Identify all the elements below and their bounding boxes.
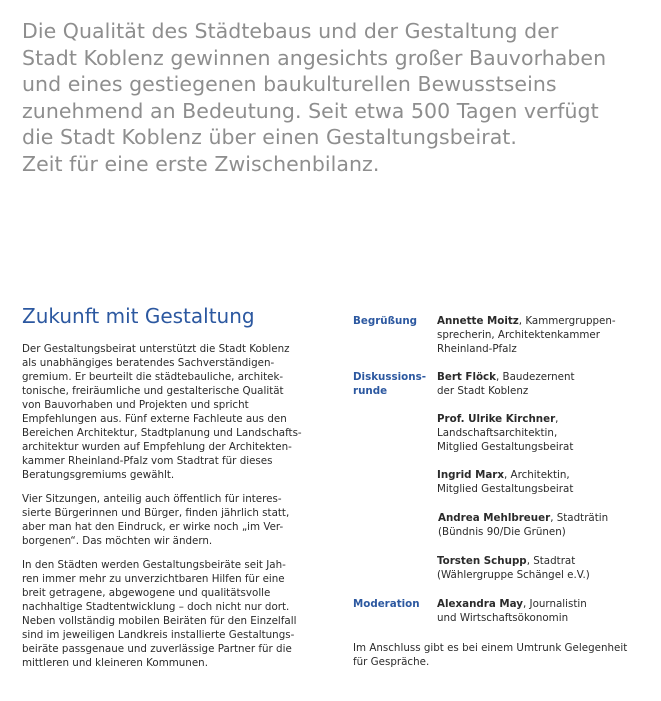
intro-line: die Stadt Koblenz über einen Gestaltungsbeirat. [22,125,517,149]
body-text [22,342,322,680]
paragraph [22,342,322,482]
speaker-role: , Stadträtin [550,512,609,524]
program-entry-may [437,597,587,625]
intro-line: Die Qualität des Städtebaus und der Gestaltung der [22,19,559,43]
speaker-role-line: sprecherin, Architektenkammer [437,329,600,341]
text-line: Empfehlungen aus. Fünf externe Fachleute aus den [22,413,287,425]
speaker-role-line: Mitglied Gestaltungsbeirat [437,441,574,453]
text-line: breit getragene, abgewogene und qualitätsvolle [22,587,271,599]
text-line: von Bauvorhaben und Projekten und spricht [22,399,249,411]
speaker-name: Andrea Mehlbreuer [438,512,551,524]
entry-first-line [438,511,608,525]
closing-note [353,641,653,669]
program-entry-schupp [437,554,590,582]
speaker-name: Bert Flöck [437,371,497,383]
intro-line: und eines gestiegenen baukulturellen Bewusstseins [22,72,557,96]
speaker-role: , Architektin, [504,469,570,481]
speaker-name: Prof. Ulrike Kirchner [437,413,556,425]
speaker-name: Ingrid Marx [437,469,505,481]
speaker-role-line: Landschaftsarchitektin, [437,427,558,439]
speaker-role: , Journalistin [522,598,587,610]
entry-first-line [437,468,573,482]
text-line: kammer Rheinland-Pfalz vom Stadtrat für dieses [22,455,273,467]
entry-first-line [437,597,587,611]
program-label: runde [353,385,388,397]
text-line: ren immer mehr zu unverzichtbaren Hilfen für eine [22,573,285,585]
speaker-role-line: und Wirtschaftsökonomin [437,612,569,624]
speaker-name: Alexandra May [437,598,523,610]
section-title: Zukunft mit Gestaltung [22,304,255,328]
speaker-role-line: Mitglied Gestaltungsbeirat [437,483,574,495]
speaker-role-line: (Bündnis 90/Die Grünen) [438,526,566,538]
speaker-role: , Stadtrat [526,555,576,567]
entry-first-line [437,554,590,568]
text-line: aber man hat den Eindruck, er wirke noch „im Ver- [22,521,284,533]
text-line: beiräte passgenaue und zuverlässige Partner für die [22,643,292,655]
intro-line: Stadt Koblenz gewinnen angesichts großer Bauvorhaben [22,45,607,70]
program-label: Diskussions- [353,371,426,383]
program-label: Begrüßung [353,315,418,327]
speaker-role-line: (Wählergruppe Schängel e.V.) [437,569,590,581]
text-line: architektur wurden auf Empfehlung der Architekten- [22,441,292,453]
speaker-role: , [555,413,559,425]
text-line: In den Städten werden Gestaltungsbeiräte seit Jah- [22,559,286,571]
program-label-begruessung [353,314,417,328]
intro-line: Zeit für eine erste Zwischenbilanz. [22,151,380,176]
entry-first-line [437,370,575,384]
program-entry-kirchner [437,412,573,454]
text-line: Bereichen Architektur, Stadtplanung und Landschafts- [22,427,302,439]
program-label: Moderation [353,598,420,610]
entry-first-line [437,314,616,328]
text-line: nachhaltige Stadtentwicklung – doch nicht nur dort. [22,601,290,613]
speaker-role: , Baudezernent [496,371,575,383]
paragraph [22,558,322,670]
program-entry-floeck [437,370,575,398]
paragraph [22,492,322,548]
program-label-diskussion [353,370,426,398]
text-line: sind im jeweiligen Landkreis installierte Gestaltungs- [22,629,295,641]
text-line: Beratungsgremiums gewählt. [22,469,175,481]
speaker-role: , Kammergruppen- [518,315,616,327]
speaker-role-line: der Stadt Koblenz [437,385,529,397]
text-line: als unabhängiges beratendes Sachverständigen- [22,357,275,369]
program-label-moderation [353,597,420,611]
intro-line: zunehmend an Bedeutung. Seit etwa 500 Tagen verfügt [22,98,599,123]
text-line: tonische, freiräumliche und gestalterische Qualität [22,385,284,397]
text-line: gremium. Er beurteilt die städtebauliche, architek- [22,371,284,383]
speaker-role-line: Rheinland-Pfalz [437,343,517,355]
speaker-name: Annette Moitz [437,315,519,327]
text-line: Im Anschluss gibt es bei einem Umtrunk Gelegenheit [353,642,628,654]
text-line: borgenen“. Das möchten wir ändern. [22,535,213,547]
text-line: sierte Bürgerinnen und Bürger, finden jährlich statt, [22,507,290,519]
text-line: Neben vollständig mobilen Beiräten für den Einzelfall [22,615,297,627]
program-entry-mehlbreuer [438,511,608,539]
intro-text [22,18,652,177]
text-line: Vier Sitzungen, anteilig auch öffentlich für interes- [22,493,282,505]
program-entry-marx [437,468,573,496]
text-line: mittleren und kleineren Kommunen. [22,657,208,669]
speaker-name: Torsten Schupp [437,555,527,567]
entry-first-line [437,412,573,426]
program-entry-begruessung [437,314,616,356]
text-line: für Gespräche. [353,656,430,668]
text-line: Der Gestaltungsbeirat unterstützt die Stadt Koblenz [22,343,290,355]
